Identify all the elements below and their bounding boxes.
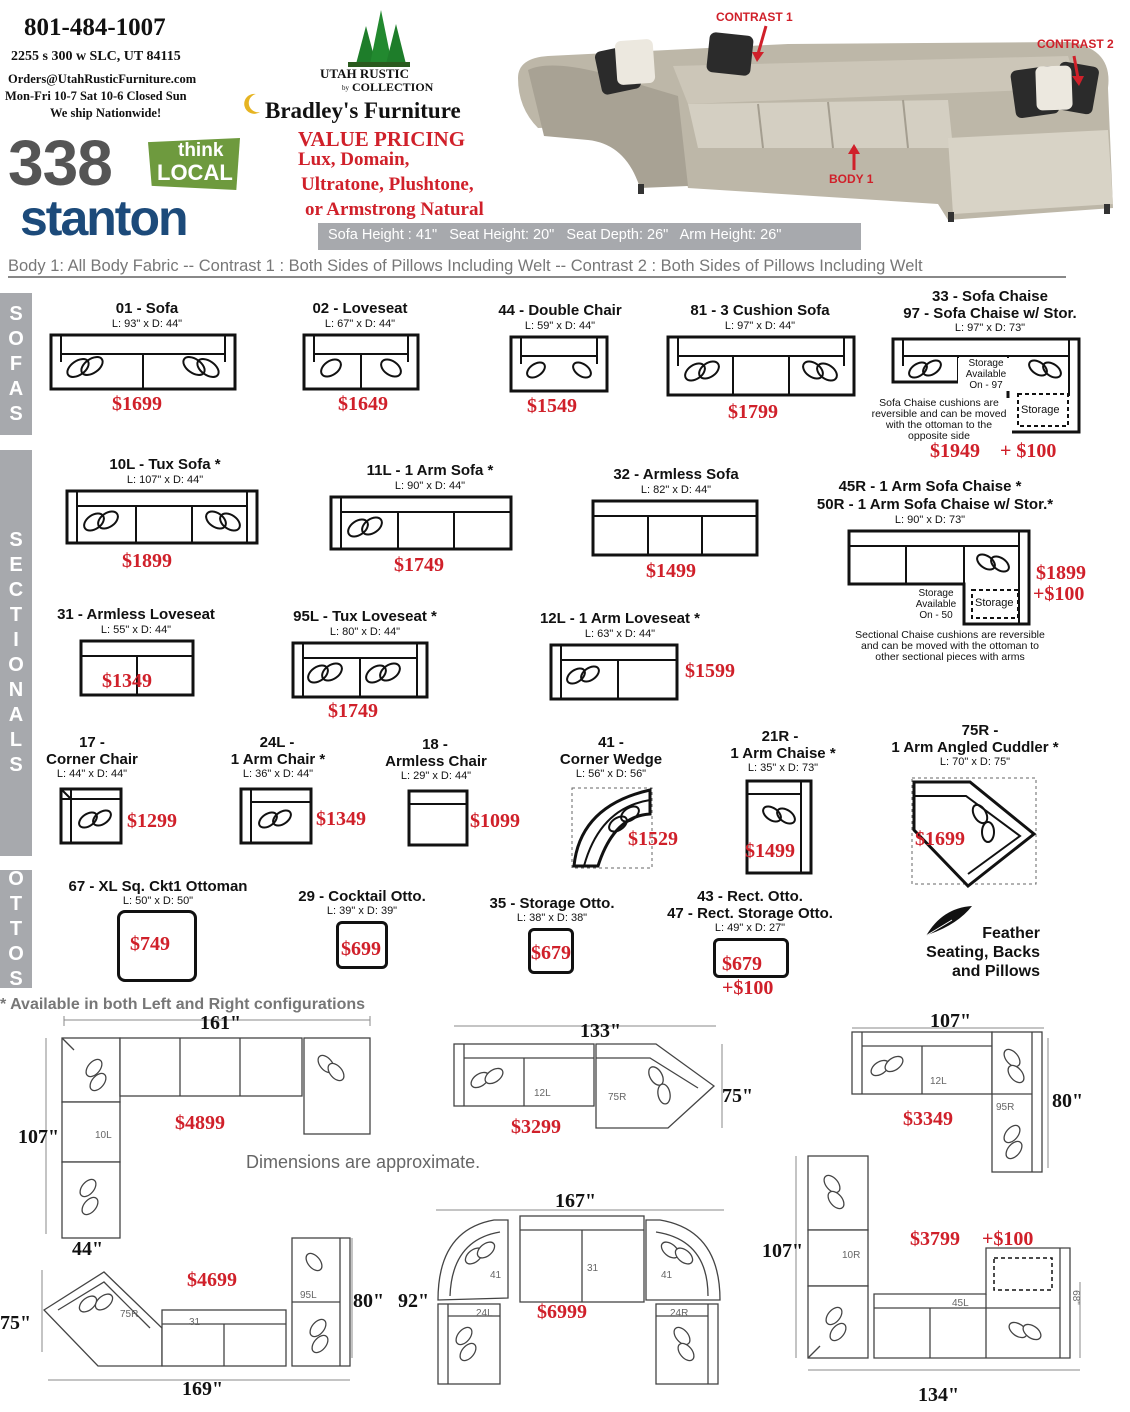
product-price: $679 [531, 942, 571, 964]
local-label: LOCAL [157, 160, 233, 185]
contrast1-label: CONTRAST 1 [716, 10, 793, 24]
piece-tag: 95R [996, 1102, 1015, 1113]
piece-tag: 10L [95, 1130, 112, 1141]
dim-label: 107" [18, 1126, 60, 1148]
dim-label: 134" [918, 1384, 960, 1406]
tab-letter: O [8, 654, 24, 676]
armless-sofa-32-diagram [590, 498, 760, 558]
storage-label: Storage [1021, 404, 1060, 416]
tab-letter: O [8, 327, 24, 350]
product-price: $1349 [102, 670, 152, 692]
product-name: 32 - Armless Sofa [613, 466, 739, 483]
manufacturer-logo: stanton [20, 190, 187, 246]
note-line: On - 50 [919, 610, 953, 621]
tab-letter: O [8, 867, 24, 890]
fabric-note: Body 1: All Body Fabric -- Contrast 1 : Both Sides of Pillows Including Welt -- Contrast 2 : Both Sides of Pillows Including Welt [8, 257, 923, 275]
tab-letter: A [8, 377, 24, 400]
fabrics-line3: or Armstrong Natural [305, 199, 484, 220]
phone-number[interactable]: 801-484-1007 [24, 14, 166, 41]
sectional-chaise-note: Sectional Chaise cushions are reversible and can be moved with the ottoman to other sectional pieces with arms [855, 629, 1045, 663]
product-price: $1949 [930, 440, 980, 462]
armless-chair-18-diagram [406, 788, 470, 848]
product-price: $1549 [527, 395, 577, 417]
one-arm-chair-24l-diagram [238, 786, 314, 846]
note-line: On - 97 [969, 380, 1003, 391]
feather-line: and Pillows [951, 963, 1040, 980]
sectionals-tab [0, 450, 32, 856]
store-hours: Mon-Fri 10-7 Sat 10-6 Closed Sun [5, 89, 187, 103]
product-price: $679 [722, 953, 762, 975]
tab-letter: N [8, 679, 24, 701]
product-name: 29 - Cocktail Otto. [298, 888, 426, 905]
product-price: $699 [341, 938, 381, 960]
config-6-diagram [790, 1148, 1090, 1384]
product-dims: L: 29" x D: 44" [400, 770, 472, 782]
config-price: $4899 [175, 1112, 225, 1134]
product-name-alt: Corner Chair [46, 751, 138, 768]
config-price-addon: +$100 [982, 1228, 1034, 1250]
product-dims: L: 82" x D: 44" [640, 484, 712, 496]
product-name: 81 - 3 Cushion Sofa [690, 302, 830, 319]
product-name: 95L - Tux Loveseat * [293, 608, 437, 625]
value-pricing: VALUE PRICING [298, 127, 466, 151]
product-name: 21R - [761, 728, 799, 745]
product-dims: L: 35" x D: 73" [747, 762, 819, 774]
product-name: 02 - Loveseat [312, 300, 408, 317]
product-price: $1749 [394, 554, 444, 576]
product-price: $1499 [745, 840, 795, 862]
piece-tag: 10R [842, 1250, 861, 1261]
piece-tag: 31 [587, 1263, 599, 1274]
piece-tag: 12L [930, 1076, 947, 1087]
body1-label: BODY 1 [829, 172, 874, 186]
store-address: 2255 s 300 w SLC, UT 84115 [11, 49, 181, 64]
brand-line2: COLLECTION [352, 80, 434, 94]
store-name: Bradley's Furniture [265, 98, 461, 123]
contrast2-label: CONTRAST 2 [1037, 37, 1114, 51]
config-price: $6999 [537, 1301, 587, 1323]
piece-tag: 45L [952, 1298, 969, 1309]
product-price: $749 [130, 933, 170, 955]
product-dims: L: 97" x D: 44" [724, 320, 796, 332]
piece-tag: 75R [120, 1309, 139, 1320]
feather-line: Seating, Backs [926, 944, 1040, 961]
product-name: 75R - [961, 722, 999, 739]
product-dims: L: 90" x D: 73" [894, 514, 966, 526]
config-price: $3349 [903, 1108, 953, 1130]
piece-tag: 95L [300, 1290, 317, 1301]
tab-letter: S [9, 754, 23, 776]
product-name-alt: 47 - Rect. Storage Otto. [667, 905, 833, 922]
double-chair-44-diagram [508, 334, 610, 394]
fabrics-line2: Ultratone, Plushtone, [301, 174, 474, 195]
product-dims: L: 107" x D: 44" [126, 474, 204, 486]
product-price: $1499 [646, 560, 696, 582]
product-dims: L: 38" x D: 38" [516, 912, 588, 924]
product-name-alt: 1 Arm Angled Cuddler * [891, 739, 1059, 756]
piece-tag: 24R [670, 1308, 689, 1319]
feather-note [900, 924, 1040, 981]
product-price: $1349 [316, 808, 366, 830]
tux-loveseat-95l-diagram [290, 640, 430, 700]
storage-available-note [958, 358, 1014, 391]
dim-label: 44" [72, 1238, 104, 1260]
store-email[interactable]: Orders@UtahRusticFurniture.com [8, 72, 197, 86]
product-dims: L: 56" x D: 56" [575, 768, 647, 780]
dim-label: 75" [0, 1312, 32, 1334]
one-arm-sofa-11l-diagram [328, 494, 514, 552]
tab-letter: S [9, 529, 23, 551]
product-price: $1299 [127, 810, 177, 832]
product-price: $1699 [112, 393, 162, 415]
tab-letter: O [8, 942, 24, 965]
product-name: 44 - Double Chair [498, 302, 622, 319]
config-note: * Available in both Left and Right configurations [0, 996, 366, 1013]
product-price-addon: +$100 [1033, 583, 1085, 605]
product-dims: L: 70" x D: 75" [939, 756, 1011, 768]
product-price-addon: + $100 [1000, 440, 1057, 462]
product-dims: L: 90" x D: 44" [394, 480, 466, 492]
dim-label: 169" [182, 1378, 224, 1400]
tab-letter: C [8, 579, 24, 601]
config-price: $3299 [511, 1116, 561, 1138]
loveseat-02-diagram [301, 332, 421, 392]
chaise-note: Sofa Chaise cushions are reversible and can be moved with the ottoman to the opposite side [866, 398, 1012, 442]
product-price: $1899 [122, 550, 172, 572]
product-name: 01 - Sofa [115, 300, 179, 317]
note-line: Available [915, 599, 957, 610]
note-line: Storage [968, 358, 1004, 369]
ottos-tab [0, 867, 32, 990]
product-price: $1699 [915, 828, 965, 850]
tab-letter: A [8, 704, 24, 726]
piece-tag: 41 [490, 1270, 502, 1281]
product-name-alt: Corner Wedge [559, 751, 663, 768]
dim-label: 161" [200, 1012, 242, 1034]
tab-letter: E [9, 554, 23, 576]
approx-note: Dimensions are approximate. [246, 1152, 481, 1172]
piece-tag: 41 [661, 1270, 673, 1281]
tab-letter: I [13, 629, 19, 651]
product-dims: L: 44" x D: 44" [56, 768, 128, 780]
tab-letter: L [9, 729, 23, 751]
product-name: 11L - 1 Arm Sofa * [366, 462, 494, 479]
tab-letter: S [9, 967, 23, 990]
product-price: $1599 [685, 660, 735, 682]
brand-by: by [342, 84, 349, 92]
product-name: 33 - Sofa Chaise [932, 288, 1048, 305]
dim-label: 107" [762, 1240, 804, 1262]
product-dims: L: 63" x D: 44" [584, 628, 656, 640]
product-name-alt: Armless Chair [385, 753, 487, 770]
tab-letter: S [9, 302, 23, 325]
sofa-01-diagram [48, 332, 238, 392]
tree-logo [344, 6, 414, 68]
product-name-alt: 1 Arm Chair * [230, 751, 326, 768]
piece-tag: 24L [476, 1308, 493, 1319]
piece-tag: 75R [608, 1092, 627, 1103]
dim-label: 92" [398, 1290, 430, 1312]
tab-letter: T [9, 604, 23, 626]
product-name: 31 - Armless Loveseat [57, 606, 215, 623]
specs-bar: Sofa Height : 41" Seat Height: 20" Seat Depth: 26" Arm Height: 26" [318, 223, 861, 250]
dim-label: 75" [722, 1085, 754, 1107]
product-name-alt: 1 Arm Chaise * [730, 745, 836, 762]
tab-letter: S [9, 402, 23, 425]
config-price: $4699 [187, 1269, 237, 1291]
product-name: 17 - [79, 734, 105, 751]
note-line: Storage [918, 588, 954, 599]
moon-icon [244, 92, 262, 116]
product-dims: L: 67" x D: 44" [324, 318, 396, 330]
dim-label: 107" [930, 1010, 972, 1032]
product-name: 24L - [259, 734, 295, 751]
tab-letter: T [9, 917, 23, 940]
product-name: 41 - [598, 734, 624, 751]
sofas-tab [0, 293, 32, 435]
product-price: $1749 [328, 700, 378, 722]
one-arm-loveseat-12l-diagram [548, 642, 680, 702]
note-line: Available [965, 369, 1007, 380]
product-price: $1529 [628, 828, 678, 850]
product-name: 45R - 1 Arm Sofa Chaise * [838, 478, 1022, 495]
product-dims: L: 36" x D: 44" [242, 768, 314, 780]
tux-sofa-10l-diagram [64, 488, 260, 546]
product-name-alt: 97 - Sofa Chaise w/ Stor. [903, 305, 1077, 322]
product-dims: L: 80" x D: 44" [329, 626, 401, 638]
product-dims: L: 93" x D: 44" [111, 318, 183, 330]
tab-letter: T [9, 892, 23, 915]
product-dims: L: 39" x D: 39" [326, 905, 398, 917]
product-name-alt: 50R - 1 Arm Sofa Chaise w/ Stor.* [816, 496, 1054, 513]
dim-label: 167" [555, 1190, 597, 1212]
product-price: $1899 [1036, 562, 1086, 584]
dim-label: 80" [353, 1290, 385, 1312]
product-dims: L: 59" x D: 44" [524, 320, 596, 332]
sofa-81-diagram [665, 334, 857, 398]
feather-line: Feather [982, 925, 1040, 942]
dim-label: 80" [1052, 1090, 1084, 1112]
model-number: 338 [8, 127, 112, 199]
storage-label: Storage [975, 597, 1014, 609]
piece-tag: 12L [534, 1088, 551, 1099]
sectional-photo [508, 8, 1124, 226]
product-price: $1099 [470, 810, 520, 832]
config-4-diagram [28, 1232, 358, 1386]
product-name: 18 - [422, 736, 448, 753]
product-name: 12L - 1 Arm Loveseat * [539, 610, 701, 627]
product-dims: L: 97" x D: 73" [954, 322, 1026, 334]
fabrics-line1: Lux, Domain, [298, 149, 410, 170]
piece-tag: 31 [189, 1317, 201, 1328]
product-name: 43 - Rect. Otto. [697, 888, 803, 905]
tab-letter: F [9, 352, 23, 375]
dim-label: 133" [580, 1020, 622, 1042]
product-dims: L: 55" x D: 44" [100, 624, 172, 636]
product-dims: L: 49" x D: 27" [714, 922, 786, 934]
product-name: 35 - Storage Otto. [489, 895, 615, 912]
shipping-note: We ship Nationwide! [50, 106, 162, 120]
corner-chair-17-diagram [58, 786, 124, 846]
product-dims: L: 50" x D: 50" [122, 895, 194, 907]
product-name: 10L - Tux Sofa * [109, 456, 221, 473]
product-price: $1799 [728, 401, 778, 423]
config-price: $3799 [910, 1228, 960, 1250]
product-price-addon: +$100 [722, 977, 774, 999]
piece-tag: 68" [1069, 1290, 1081, 1305]
think-label: think [178, 140, 224, 161]
product-name: 67 - XL Sq. Ckt1 Ottoman [68, 878, 248, 895]
storage-available-note [910, 588, 962, 621]
brand-line1: UTAH RUSTIC [320, 66, 409, 81]
divider [8, 276, 1066, 278]
product-price: $1649 [338, 393, 388, 415]
